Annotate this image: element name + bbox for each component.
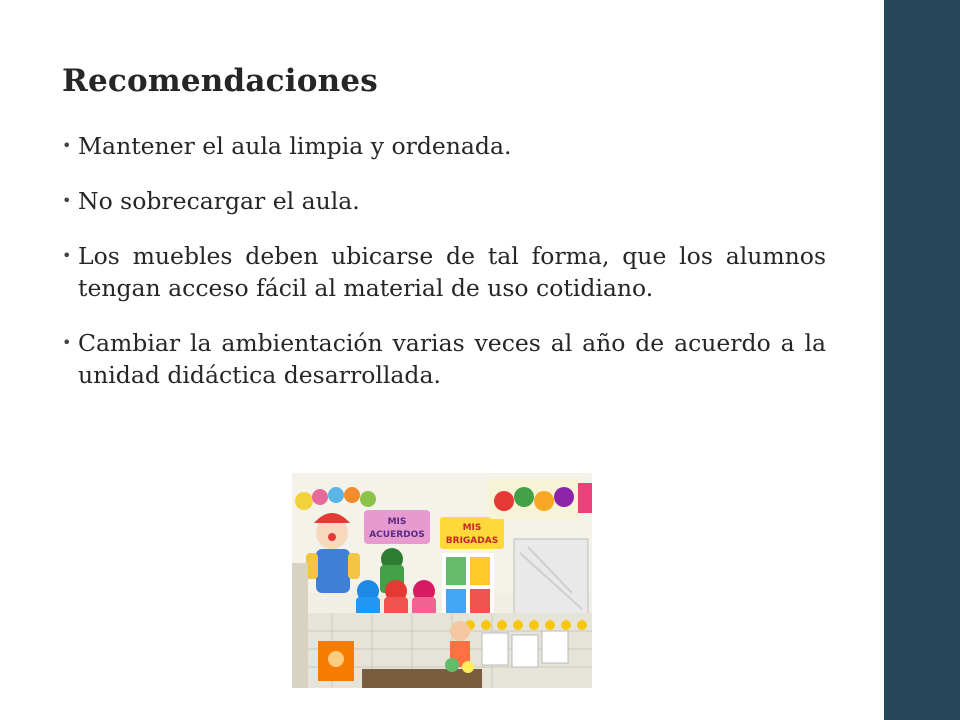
sign-left-line2: ACUERDOS [369, 530, 425, 540]
bullet-item [62, 185, 826, 217]
bullet-dot-icon: • [62, 246, 72, 265]
bullet-list [62, 130, 826, 414]
bullet-text: Los muebles deben ubicarse de tal forma, que los alumnos tengan acceso fácil al material de uso cotidiano. [78, 242, 826, 302]
bullet-item [62, 327, 826, 391]
bullet-item [62, 240, 826, 304]
bullet-text: No sobrecargar el aula. [78, 187, 360, 215]
slide-title: Recomendaciones [62, 63, 378, 99]
sign-mis-brigadas [440, 517, 504, 549]
bullet-dot-icon: • [62, 191, 72, 210]
sign-right-line1: MIS [462, 523, 482, 533]
bullet-item [62, 130, 826, 162]
bullet-dot-icon: • [62, 333, 72, 352]
bullet-text: Cambiar la ambientación varias veces al año de acuerdo a la unidad didáctica desarrollada. [78, 329, 826, 389]
sign-mis-acuerdos [364, 510, 430, 544]
side-accent-band [884, 0, 960, 720]
classroom-photo [292, 473, 592, 688]
letters-banner [488, 479, 592, 519]
bullet-text: Mantener el aula limpia y ordenada. [78, 132, 512, 160]
sign-right-line2: BRIGADAS [445, 536, 499, 546]
brigadas-chart [442, 553, 494, 623]
sign-left-line1: MIS [387, 517, 407, 527]
bullet-dot-icon: • [62, 136, 72, 155]
